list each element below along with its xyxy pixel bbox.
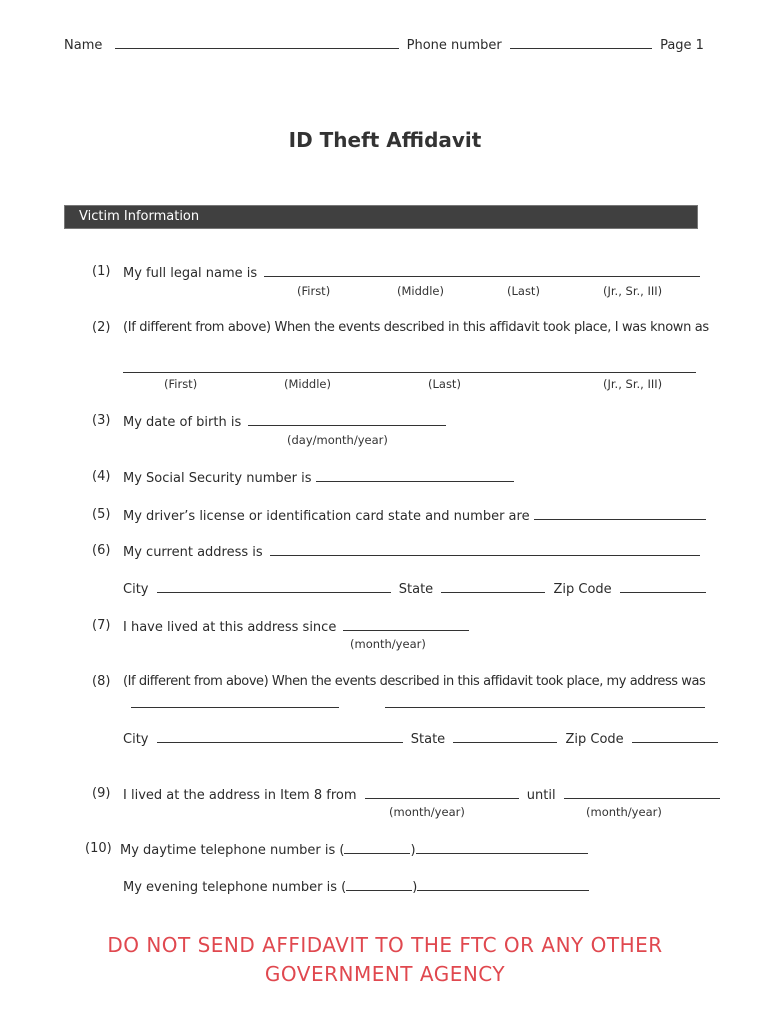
city-label: City bbox=[123, 582, 149, 597]
name-label: Name bbox=[64, 38, 103, 53]
hint-suffix: (Jr., Sr., III) bbox=[603, 284, 663, 298]
item-label: My evening telephone number is ( bbox=[123, 880, 347, 895]
warning-line-1: DO NOT SEND AFFIDAVIT TO THE FTC OR ANY OTHER bbox=[107, 933, 663, 957]
item-ssn bbox=[123, 469, 514, 486]
page-title: ID Theft Affidavit bbox=[288, 128, 482, 152]
page-number: Page 1 bbox=[660, 38, 704, 53]
former-address-line1-field[interactable] bbox=[131, 695, 339, 708]
paren-close: ) bbox=[410, 843, 416, 858]
item-number: (2) bbox=[92, 320, 111, 335]
item-full-name bbox=[123, 264, 700, 281]
zip-label: Zip Code bbox=[553, 582, 612, 597]
evening-area-code-field[interactable] bbox=[346, 878, 412, 891]
state-field[interactable] bbox=[441, 580, 545, 593]
item-label: I lived at the address in Item 8 from bbox=[123, 788, 357, 803]
until-label: until bbox=[526, 788, 556, 803]
hint-middle: (Middle) bbox=[284, 377, 331, 391]
city-field[interactable] bbox=[157, 580, 391, 593]
full-name-field[interactable] bbox=[264, 264, 700, 277]
section-title: Victim Information bbox=[79, 209, 200, 224]
zip-field[interactable] bbox=[620, 580, 706, 593]
item-number: (7) bbox=[92, 618, 111, 633]
item-label: (If different from above) When the events described in this affidavit took place, my address was bbox=[123, 674, 706, 689]
item-number: (3) bbox=[92, 413, 111, 428]
former-name-field[interactable] bbox=[123, 360, 696, 373]
item-number: (5) bbox=[92, 507, 111, 522]
current-city-state-zip bbox=[123, 580, 706, 597]
item-label: I have lived at this address since bbox=[123, 620, 337, 635]
hint-first: (First) bbox=[164, 377, 198, 391]
item-label: My driver’s license or identification card state and number are bbox=[123, 509, 530, 524]
paren-close: ) bbox=[412, 880, 418, 895]
item-number: (1) bbox=[92, 264, 111, 279]
hint-last: (Last) bbox=[428, 377, 461, 391]
hint-suffix: (Jr., Sr., III) bbox=[603, 377, 663, 391]
hint-first: (First) bbox=[297, 284, 331, 298]
warning-line-2: GOVERNMENT AGENCY bbox=[264, 962, 506, 986]
hint-month-year: (month/year) bbox=[389, 805, 465, 819]
zip-label: Zip Code bbox=[565, 732, 624, 747]
hint-month-year: (month/year) bbox=[586, 805, 662, 819]
item-label: My current address is bbox=[123, 545, 263, 560]
former-city-state-zip bbox=[123, 730, 718, 747]
item-license bbox=[123, 507, 706, 524]
lived-until-field[interactable] bbox=[564, 786, 720, 799]
item-label: My date of birth is bbox=[123, 415, 242, 430]
section-header bbox=[64, 205, 698, 229]
ssn-field[interactable] bbox=[316, 469, 514, 482]
item-label: My full legal name is bbox=[123, 266, 258, 281]
page-header bbox=[64, 36, 704, 53]
daytime-area-code-field[interactable] bbox=[344, 841, 410, 854]
item-number: (6) bbox=[92, 543, 111, 558]
lived-from-field[interactable] bbox=[365, 786, 519, 799]
item-evening-phone bbox=[123, 878, 589, 895]
item-daytime-phone bbox=[120, 841, 588, 858]
hint-day-month-year: (day/month/year) bbox=[287, 433, 388, 447]
item-number: (8) bbox=[92, 674, 111, 689]
item-label: My daytime telephone number is ( bbox=[120, 843, 345, 858]
item-current-address bbox=[123, 543, 700, 560]
license-field[interactable] bbox=[534, 507, 706, 520]
zip-field[interactable] bbox=[632, 730, 718, 743]
item-lived-period bbox=[123, 786, 720, 803]
current-address-field[interactable] bbox=[270, 543, 700, 556]
former-address-line2-field[interactable] bbox=[385, 695, 705, 708]
hint-month-year: (month/year) bbox=[350, 637, 426, 651]
state-field[interactable] bbox=[453, 730, 557, 743]
item-lived-since bbox=[123, 618, 469, 635]
state-label: State bbox=[410, 732, 446, 747]
hint-last: (Last) bbox=[507, 284, 540, 298]
item-number: (10) bbox=[85, 841, 112, 856]
lived-since-field[interactable] bbox=[343, 618, 469, 631]
item-label: My Social Security number is bbox=[123, 471, 312, 486]
item-number: (9) bbox=[92, 786, 111, 801]
phone-field[interactable] bbox=[510, 36, 652, 49]
state-label: State bbox=[398, 582, 434, 597]
hint-middle: (Middle) bbox=[397, 284, 444, 298]
item-dob bbox=[123, 413, 446, 430]
city-field[interactable] bbox=[157, 730, 403, 743]
item-number: (4) bbox=[92, 469, 111, 484]
daytime-phone-field[interactable] bbox=[416, 841, 588, 854]
dob-field[interactable] bbox=[248, 413, 446, 426]
city-label: City bbox=[123, 732, 149, 747]
evening-phone-field[interactable] bbox=[417, 878, 589, 891]
name-field[interactable] bbox=[115, 36, 399, 49]
item-label: (If different from above) When the events described in this affidavit took place, I was known as bbox=[123, 320, 709, 335]
phone-label: Phone number bbox=[406, 38, 502, 53]
